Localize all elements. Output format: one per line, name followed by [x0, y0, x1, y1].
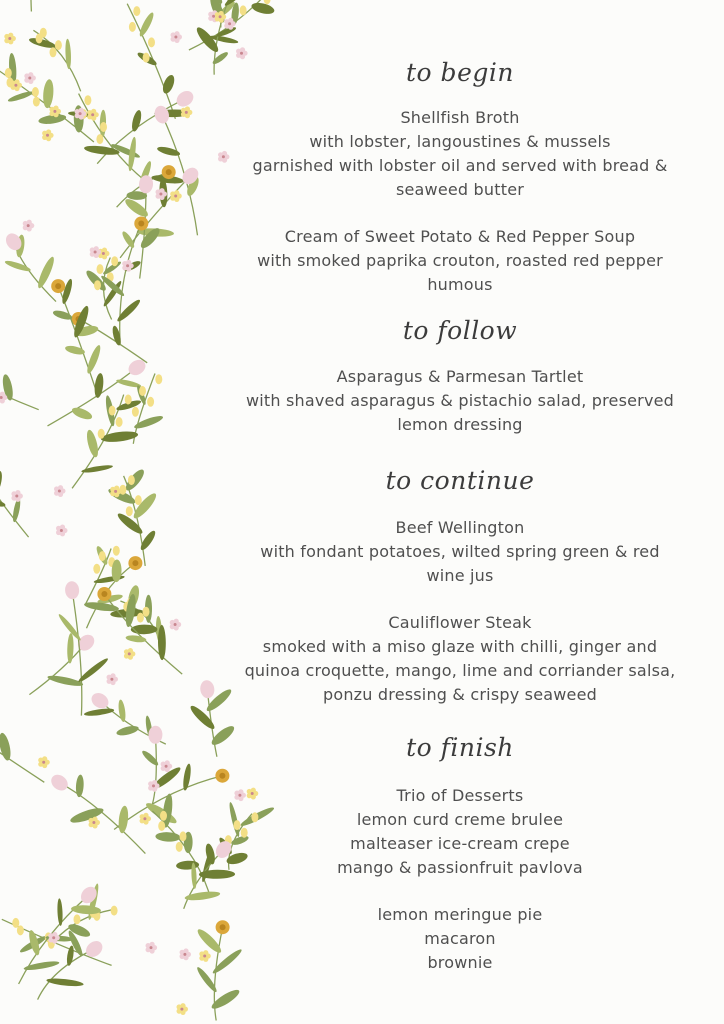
small-flower-center: [183, 953, 186, 956]
dish-description: garnished with lobster oil and served with bread &: [252, 156, 668, 175]
small-flower-petal: [174, 190, 179, 195]
small-flower-petal: [102, 248, 107, 253]
leaf: [184, 890, 220, 902]
small-flower-petal: [92, 817, 97, 822]
small-flower-center: [102, 252, 105, 255]
dish-name: brownie: [427, 953, 493, 972]
small-flower-center: [150, 946, 153, 949]
small-flower-petal: [185, 106, 190, 111]
yellow-bud: [109, 406, 116, 416]
yellow-bud: [158, 821, 165, 831]
dish-description: seaweed butter: [395, 180, 525, 199]
small-flower-petal: [94, 246, 99, 251]
leaf: [117, 699, 126, 722]
leaf: [182, 763, 192, 791]
small-flower-center: [94, 251, 97, 254]
small-flower-center: [27, 224, 30, 227]
small-flower-center: [53, 110, 56, 113]
dish-description: lemon dressing: [397, 415, 523, 434]
dish-description: with shaved asparagus & pistachio salad, preserved: [245, 391, 675, 410]
small-flower-center: [110, 678, 113, 681]
dish-name: Shellfish Broth: [400, 108, 520, 127]
leaf: [140, 749, 160, 768]
small-flower-petal: [126, 260, 131, 265]
small-flower-center: [114, 490, 117, 493]
leaf: [84, 707, 115, 717]
menu-item-asparagus-tartlet: [224, 365, 696, 437]
dish-name: lemon meringue pie: [377, 905, 543, 924]
yellow-bud: [74, 914, 81, 924]
dish-description: lemon curd creme brulee: [356, 810, 564, 829]
yellow-bud: [143, 53, 150, 63]
menu-item-shellfish-broth: [224, 106, 696, 202]
dish-name: Cauliflower Steak: [388, 613, 532, 632]
small-flower-center: [14, 84, 17, 87]
gold-flower-center: [132, 560, 138, 566]
gold-flower-center: [166, 169, 172, 175]
small-flower-center: [240, 52, 243, 55]
small-flower-petal: [203, 950, 208, 955]
leaf: [64, 344, 85, 356]
small-flower-petal: [128, 648, 133, 653]
leaf: [250, 1, 275, 16]
yellow-bud: [129, 22, 136, 32]
small-flower-petal: [183, 948, 188, 953]
yellow-bud: [111, 906, 118, 916]
small-flower-petal: [91, 109, 96, 114]
small-flower-center: [8, 37, 11, 40]
stem: [38, 949, 95, 1000]
yellow-bud: [125, 395, 132, 405]
section-heading-to-follow: to follow: [402, 316, 518, 345]
leaf: [100, 430, 138, 444]
leaf: [131, 491, 159, 521]
small-flower-center: [185, 111, 188, 114]
leaf: [93, 373, 104, 399]
small-flower-petal: [42, 756, 47, 761]
dish-description: with fondant potatoes, wilted spring green & red: [260, 542, 660, 561]
yellow-bud: [137, 613, 144, 623]
leaf: [158, 625, 166, 660]
small-flower-center: [126, 264, 129, 267]
leaf: [42, 79, 54, 109]
small-flower-center: [219, 15, 222, 18]
section-heading-to-begin: to begin: [406, 58, 514, 87]
dish-description: with smoked paprika crouton, roasted red pepper: [257, 251, 663, 270]
small-flower-petal: [219, 11, 224, 16]
stem: [79, 319, 148, 363]
small-flower-center: [180, 1008, 183, 1011]
menu-item-additional-desserts: [224, 903, 696, 975]
leaf: [47, 674, 84, 688]
yellow-bud: [93, 564, 100, 574]
dish-description: malteaser ice-cream crepe: [350, 834, 570, 853]
menu-item-beef-wellington: [224, 516, 696, 588]
leaf: [116, 724, 140, 737]
leaf: [0, 732, 13, 762]
yellow-bud: [160, 811, 167, 821]
small-flower-petal: [174, 31, 179, 36]
yellow-bud: [116, 417, 123, 427]
small-flower-center: [28, 77, 31, 80]
small-flower-center: [174, 623, 177, 626]
yellow-bud: [147, 397, 154, 407]
small-flower-petal: [159, 188, 164, 193]
yellow-bud: [100, 122, 107, 132]
small-flower-center: [128, 652, 131, 655]
leaf: [130, 109, 143, 132]
small-flower-petal: [53, 106, 58, 111]
yellow-bud: [133, 6, 140, 16]
dish-name: macaron: [424, 929, 496, 948]
stem: [153, 735, 157, 804]
leaf: [155, 832, 180, 843]
dish-description: with lobster, langoustines & mussels: [309, 132, 611, 151]
yellow-bud: [126, 506, 133, 516]
leaf: [137, 11, 155, 38]
small-flower-petal: [27, 220, 32, 225]
yellow-bud: [240, 5, 247, 15]
small-flower-petal: [110, 673, 115, 678]
tulip-flower: [48, 771, 71, 793]
leaf: [70, 405, 93, 421]
yellow-bud: [32, 87, 39, 97]
yellow-bud: [94, 280, 101, 290]
small-flower-petal: [8, 33, 13, 38]
yellow-bud: [135, 495, 142, 505]
dish-description: mango & passionfruit pavlova: [337, 858, 583, 877]
yellow-bud: [143, 607, 150, 617]
yellow-bud: [5, 68, 12, 78]
yellow-bud: [113, 546, 120, 556]
leaf: [77, 656, 110, 684]
yellow-bud: [180, 831, 187, 841]
yellow-bud: [111, 256, 118, 266]
leaf: [75, 774, 84, 797]
gold-flower-center: [101, 591, 107, 597]
small-flower-center: [58, 490, 61, 493]
small-flower-center: [165, 765, 168, 768]
small-flower-center: [203, 955, 206, 958]
leaf: [176, 860, 199, 870]
section-heading-to-continue: to continue: [385, 466, 535, 495]
tulip-flower: [126, 357, 149, 379]
small-flower-petal: [46, 129, 51, 134]
small-flower-center: [143, 817, 146, 820]
leaf: [123, 467, 147, 493]
small-flower-center: [52, 936, 55, 939]
yellow-bud: [264, 0, 271, 4]
yellow-bud: [97, 264, 104, 274]
small-flower-center: [174, 36, 177, 39]
small-flower-center: [92, 821, 95, 824]
small-flower-center: [152, 784, 155, 787]
dish-name: Asparagus & Parmesan Tartlet: [336, 367, 584, 386]
small-flower-petal: [165, 760, 170, 765]
small-flower-petal: [79, 108, 84, 113]
gold-flower-center: [138, 221, 144, 227]
leaf: [65, 39, 72, 70]
small-flower-center: [42, 761, 45, 764]
small-flower-petal: [150, 942, 155, 947]
small-flower-center: [46, 134, 49, 137]
small-flower-center: [91, 113, 94, 116]
leaf: [4, 259, 32, 273]
yellow-bud: [176, 842, 183, 852]
yellow-bud: [33, 97, 40, 107]
small-flower-center: [174, 195, 177, 198]
stem: [29, 643, 86, 695]
dish-name: Beef Wellington: [395, 518, 525, 537]
dish-name: Trio of Desserts: [396, 786, 524, 805]
small-flower-center: [15, 495, 18, 498]
yellow-bud: [50, 47, 57, 57]
yellow-bud: [128, 475, 135, 485]
menu-item-cauliflower-steak: [224, 611, 696, 707]
tulip-flower: [174, 88, 197, 110]
leaf: [117, 805, 129, 833]
small-flower-petal: [28, 72, 33, 77]
leaf: [125, 634, 146, 643]
dish-name: Cream of Sweet Potato & Red Pepper Soup: [284, 227, 636, 246]
yellow-bud: [55, 40, 62, 50]
small-flower-petal: [14, 79, 19, 84]
dish-description: smoked with a miso glaze with chilli, ginger and: [262, 637, 658, 656]
menu-item-trio-of-desserts: [224, 784, 696, 880]
tulip-flower: [64, 581, 79, 600]
small-flower-center: [212, 15, 215, 18]
leaf: [7, 90, 34, 104]
small-flower-center: [159, 193, 162, 196]
yellow-bud: [17, 925, 24, 935]
small-flower-petal: [152, 780, 157, 785]
leaf: [156, 145, 181, 157]
dish-description: ponzu dressing & crispy seaweed: [323, 685, 597, 704]
leaf: [115, 298, 142, 324]
tulip-flower: [83, 938, 106, 960]
dish-description: wine jus: [426, 566, 494, 585]
stem: [31, 0, 45, 12]
yellow-bud: [132, 407, 139, 417]
small-flower-petal: [52, 932, 57, 937]
small-flower-petal: [15, 490, 20, 495]
leaf: [57, 898, 63, 926]
small-flower-center: [60, 529, 63, 532]
yellow-bud: [84, 95, 91, 105]
small-flower-petal: [228, 18, 233, 23]
gold-flower-center: [219, 773, 225, 779]
small-flower-center: [228, 22, 231, 25]
yellow-bud: [99, 551, 106, 561]
small-flower-center: [79, 112, 82, 115]
leaf: [67, 633, 74, 664]
small-flower-petal: [240, 47, 245, 52]
leaf: [52, 309, 73, 322]
tulip-flower: [199, 679, 215, 699]
small-flower-petal: [180, 1003, 185, 1008]
leaf: [46, 977, 84, 987]
dish-description: humous: [427, 275, 493, 294]
yellow-bud: [139, 386, 146, 396]
dish-description: quinoa croquette, mango, lime and corriander salsa,: [244, 661, 676, 680]
small-flower-petal: [60, 525, 65, 530]
yellow-bud: [40, 28, 47, 38]
yellow-bud: [155, 374, 162, 384]
yellow-bud: [98, 429, 105, 439]
menu-item-sweet-potato-soup: [224, 225, 696, 297]
small-flower-petal: [174, 619, 179, 624]
small-flower-petal: [58, 485, 63, 490]
yellow-bud: [148, 37, 155, 47]
section-heading-to-finish: to finish: [406, 733, 514, 762]
small-flower-petal: [143, 813, 148, 818]
leaf: [0, 470, 4, 496]
yellow-bud: [96, 134, 103, 144]
small-flower-petal: [114, 486, 119, 491]
yellow-bud: [12, 918, 19, 928]
gold-flower-center: [55, 283, 61, 289]
leaf: [85, 344, 103, 375]
